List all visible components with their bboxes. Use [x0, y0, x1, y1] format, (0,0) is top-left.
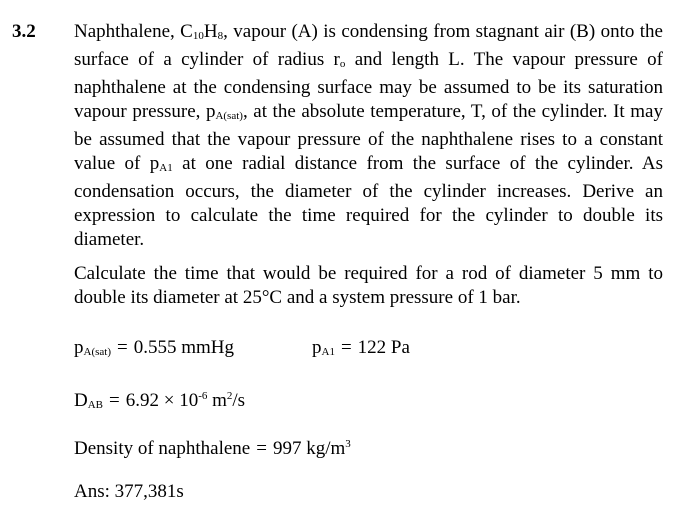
density-label: Density of naphthalene	[74, 438, 251, 459]
task-statement: Calculate the time that would be required for a rod of diameter 5 mm to double its diameter at 25°C and a system pressure of 1 bar.	[74, 263, 663, 308]
equals-sign: =	[109, 390, 120, 411]
problem-number: 3.2	[12, 21, 36, 42]
radius-subscript: o	[339, 58, 346, 70]
dab-unit-tail: /s	[232, 390, 246, 411]
statement-part: , at the absolute temperature, T, of the cylinder. It may be assumed that the vapour pressure of the naphthalene rises to a constant value of p	[74, 101, 663, 174]
equals-sign: =	[340, 337, 352, 358]
statement-part: and length L. The vapour pressure of naphthalene at the condensing surface may be assumed to be its saturation vapour pressure, p	[74, 49, 663, 122]
pa1-symbol-subscript: A1	[321, 346, 335, 358]
psat-symbol-subscript: A(sat)	[83, 346, 111, 358]
given-saturation-pressure	[74, 336, 234, 364]
dab-unit-exponent: 2	[226, 390, 233, 402]
given-pressure-a1	[312, 336, 410, 364]
psat-symbol: p	[74, 337, 84, 358]
carbon-subscript: 10	[192, 30, 204, 42]
dab-symbol: D	[74, 390, 88, 411]
pa1-value: 122 Pa	[357, 337, 410, 358]
density-value: 997 kg/m	[272, 438, 346, 459]
statement-part: at one radial distance from the surface of the cylinder. As condensation occurs, the diameter of the cylinder increases. Derive an expression to calculate the time required for the cylinder to double its diameter.	[74, 153, 663, 250]
answer: Ans: 377,381s	[74, 481, 184, 502]
pa1-subscript: A1	[159, 162, 173, 174]
problem-statement	[74, 20, 663, 252]
statement-part: , vapour (A) is condensing from stagnant air (B) onto the surface of a cylinder of radius r	[74, 21, 663, 70]
dab-symbol-subscript: AB	[87, 399, 104, 411]
dab-unit: m	[212, 390, 227, 411]
psat-subscript: A(sat)	[215, 110, 243, 122]
dab-mantissa: 6.92	[125, 390, 159, 411]
given-density	[74, 432, 351, 461]
psat-value: 0.555 mmHg	[133, 337, 234, 358]
dab-exponent: -6	[198, 390, 208, 402]
equals-sign: =	[256, 438, 267, 459]
statement-part: Naphthalene, C	[74, 21, 193, 42]
density-exponent: 3	[345, 438, 351, 450]
hydrogen-subscript: 8	[217, 30, 224, 42]
dab-base: 10	[179, 390, 199, 411]
equals-sign: =	[117, 337, 128, 358]
pa1-symbol: p	[312, 337, 322, 358]
times-sign: ×	[163, 390, 175, 411]
given-diffusivity	[74, 384, 245, 417]
hydrogen-symbol: H	[203, 21, 218, 42]
